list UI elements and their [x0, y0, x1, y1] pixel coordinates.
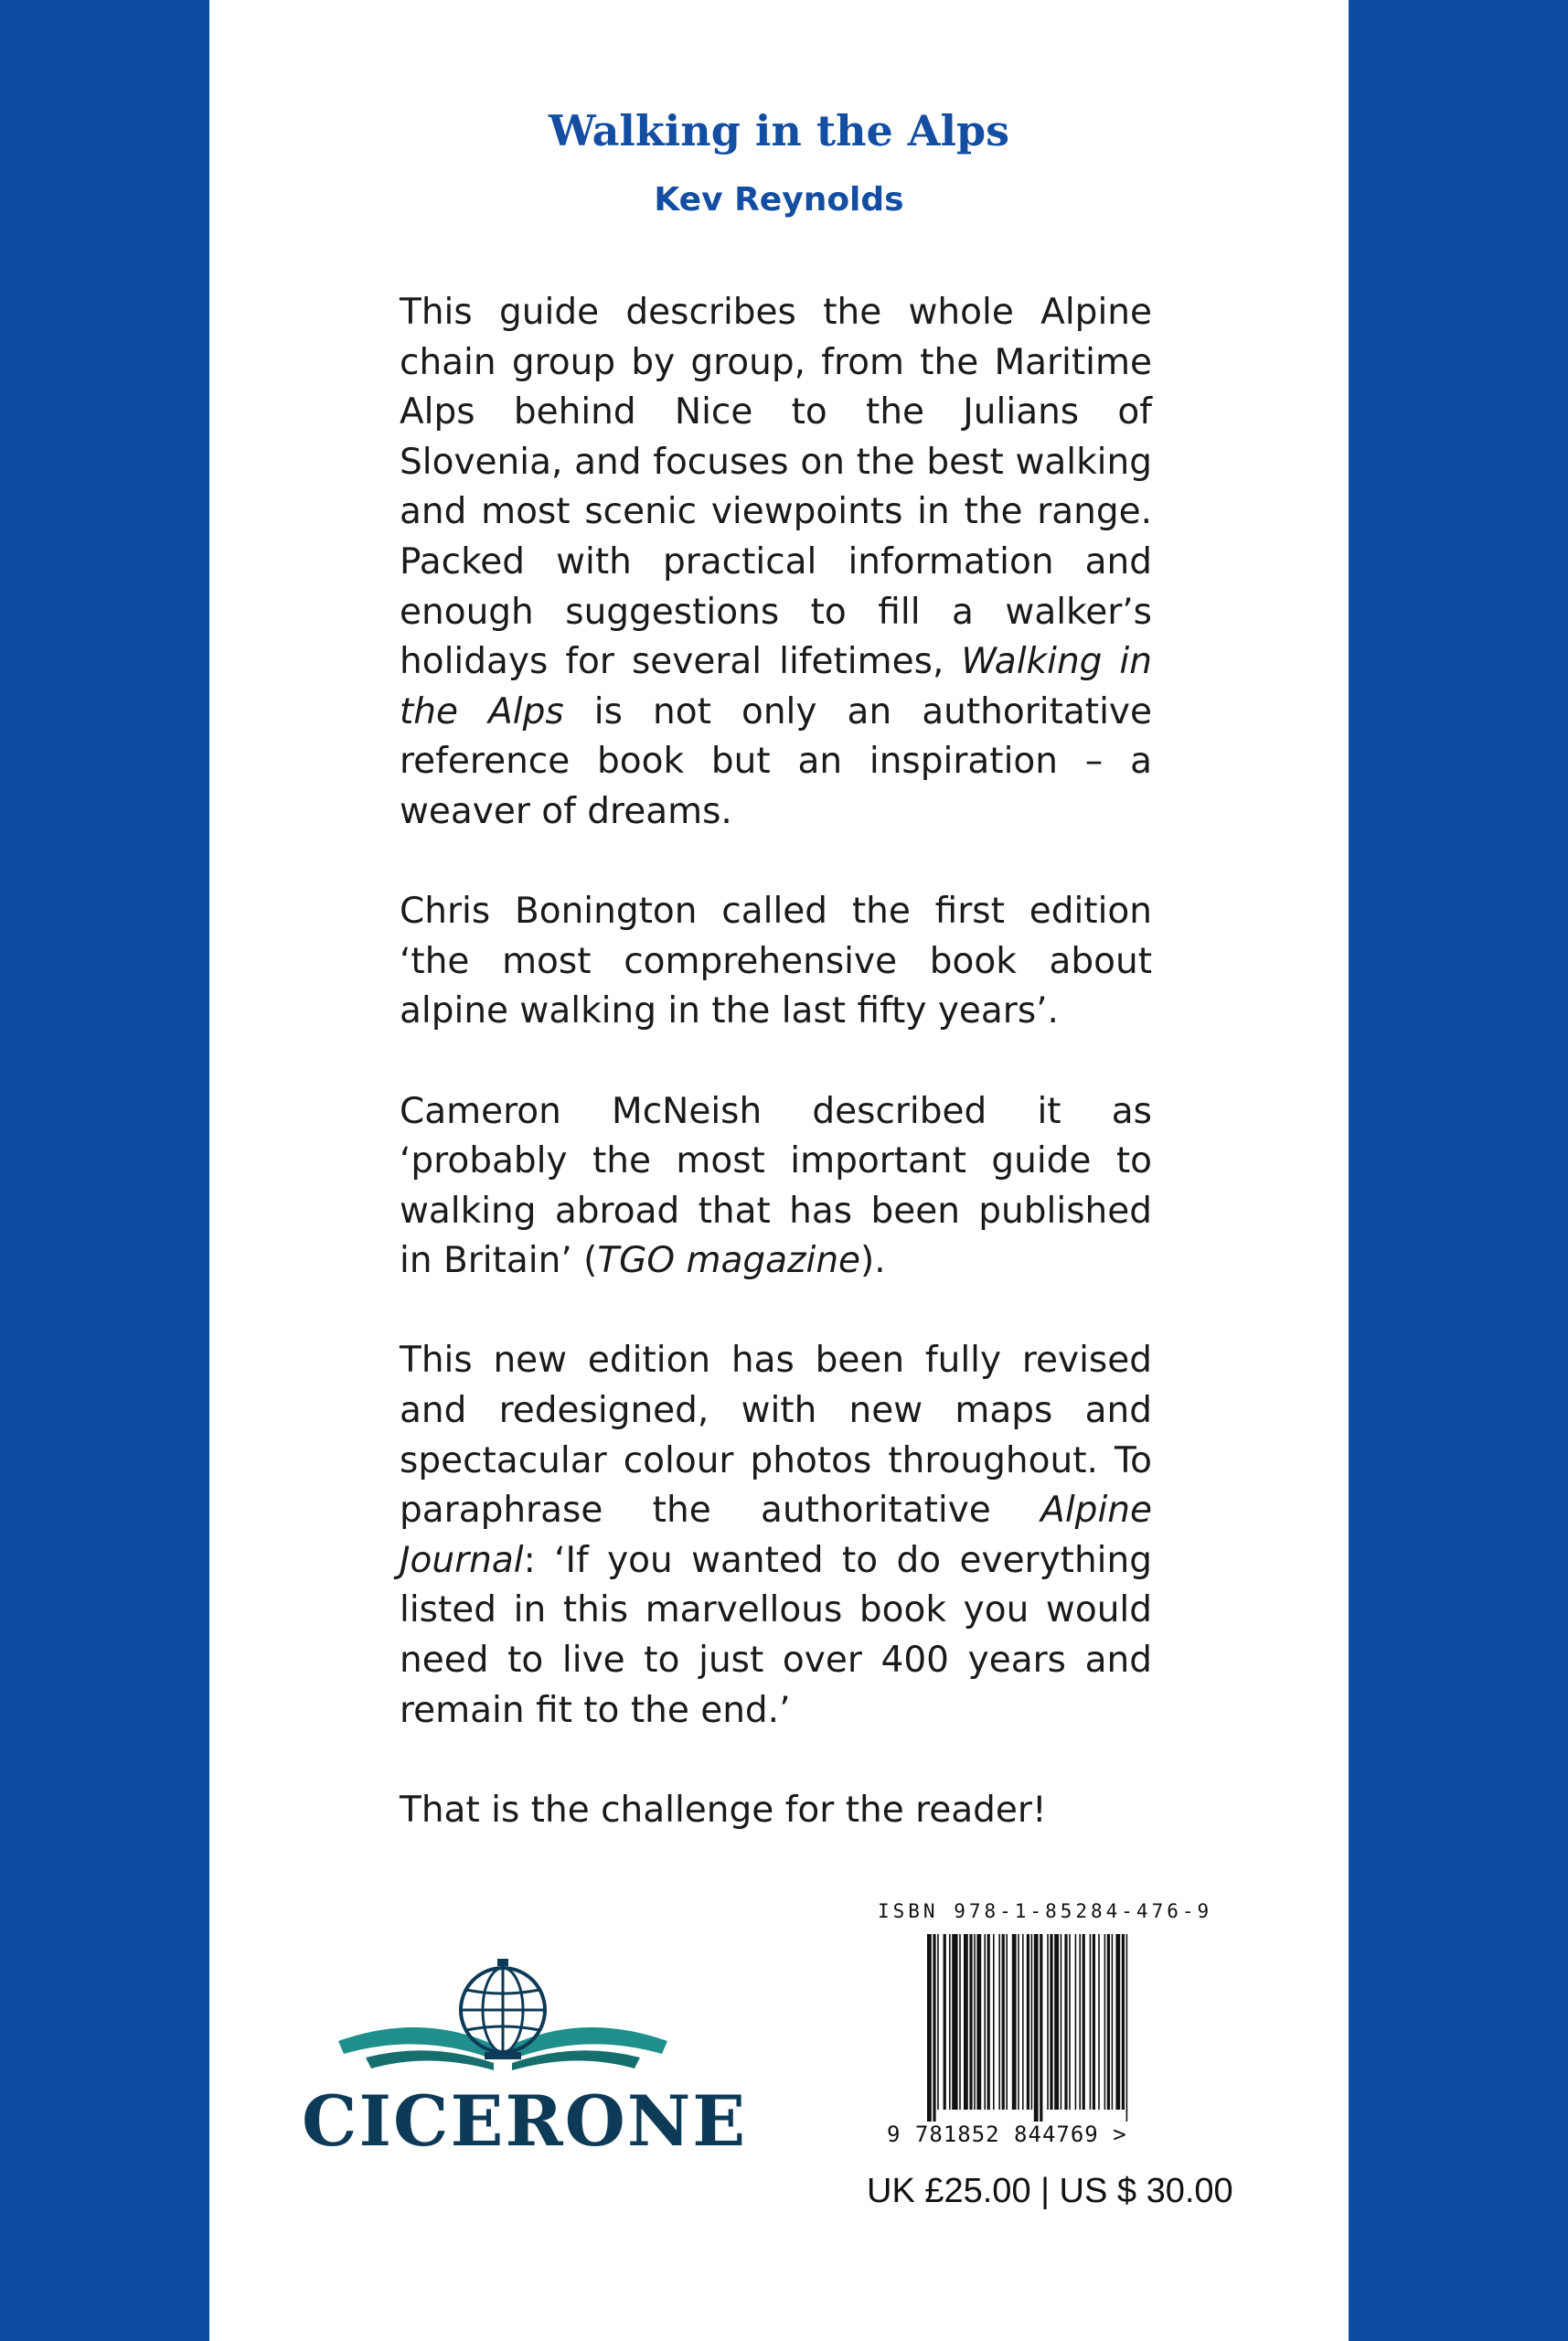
barcode-bar	[1075, 1934, 1077, 2110]
globe-book-icon	[302, 1957, 704, 2085]
barcode-bar	[1107, 1934, 1110, 2110]
barcode-bar	[1061, 1934, 1062, 2110]
barcode-bar	[1115, 1934, 1120, 2110]
barcode-bar	[1027, 1934, 1029, 2110]
left-blue-band	[0, 0, 209, 2341]
barcode-bar	[976, 1934, 981, 2110]
barcode-bar	[944, 1934, 946, 2110]
barcode-bar	[1093, 1934, 1095, 2110]
barcode-bar	[969, 1934, 972, 2110]
barcode-bar	[1040, 1934, 1042, 2122]
barcode-bar	[984, 1934, 986, 2110]
barcode-bar	[949, 1934, 951, 2110]
blurb-title-italic: Walking in the Alps	[400, 641, 1152, 732]
barcode-bar	[1031, 1934, 1033, 2110]
barcode-bar	[1122, 1934, 1125, 2110]
barcode-bar	[1126, 1934, 1128, 2122]
barcode-bar	[1002, 1934, 1005, 2110]
barcode-bar	[1083, 1934, 1085, 2110]
barcode-digits: 9 781852 844769 >	[887, 2122, 1127, 2147]
barcode-bar	[1018, 1934, 1019, 2110]
barcode-bar	[998, 1934, 1000, 2110]
barcode-bar	[927, 1934, 932, 2122]
barcode-bar	[987, 1934, 990, 2110]
publisher-logo-text: CICERONE	[302, 2080, 748, 2162]
barcode-bar	[1034, 1934, 1039, 2122]
price-label: UK £25.00 | US $ 30.00	[867, 2172, 1233, 2210]
barcode-bar	[964, 1934, 968, 2110]
barcode-bar	[1006, 1934, 1008, 2110]
book-author: Kev Reynolds	[654, 181, 904, 219]
barcode-bar	[1050, 1934, 1052, 2110]
book-title: Walking in the Alps	[548, 106, 1010, 155]
blurb-journal-italic: Alpine Journal	[400, 1490, 1152, 1581]
blurb-paragraph-4: This new edition has been fully revised and redesigned, with new maps and spectacular colour photos throughout. To paraphrase the authoritative Alpine Journal: ‘If you wanted to do everything listed in this marvellous book you would need to live to just over 400 years and remain fit to the end.’	[400, 1340, 1152, 1731]
barcode-bar	[952, 1934, 957, 2110]
barcode-bar	[1104, 1934, 1106, 2110]
publisher-logo	[302, 1957, 748, 2162]
blurb-paragraph-2: Chris Bonington called the first edition ‘the most comprehensive book about alpine walking in the last fifty years’.	[400, 891, 1152, 1032]
blurb-magazine-italic: TGO magazine	[597, 1240, 861, 1282]
barcode-bar	[1098, 1934, 1100, 2110]
barcode-bar	[1054, 1934, 1059, 2110]
barcode-bar	[993, 1934, 995, 2110]
barcode-bar	[1022, 1934, 1024, 2110]
blurb-paragraph-5: That is the challenge for the reader!	[400, 1789, 1047, 1831]
barcode-bar	[1069, 1934, 1071, 2110]
barcode	[923, 1934, 1198, 2122]
barcode-bar	[1012, 1934, 1017, 2110]
right-blue-band	[1349, 0, 1568, 2341]
isbn-label: ISBN 978-1-85284-476-9	[878, 1900, 1213, 1922]
barcode-bar	[1090, 1934, 1092, 2110]
barcode-bar	[1079, 1934, 1081, 2110]
barcode-bar	[959, 1934, 961, 2110]
blurb-paragraph-1: This guide describes the whole Alpine chain group by group, from the Maritime Alps behind Nice to the Julians of Slovenia, and focuses on the best walking and most scenic viewpoints in the range. Packed with practical information and enough suggestions to fill a walker’s holidays for several lifetimes, Walking in the Alps is not only an authoritative reference book but an inspiration – a weaver of dreams.	[400, 292, 1152, 832]
blurb-paragraph-3: Cameron McNeish described it as ‘probably the most important guide to walking abroad that has been published in Britain’ (TGO magazine).	[400, 1090, 1152, 1282]
barcode-bar	[937, 1934, 939, 2110]
barcode-bar	[933, 1934, 935, 2122]
blurb	[400, 288, 1152, 1886]
barcode-bar	[974, 1934, 976, 2110]
barcode-bar	[1112, 1934, 1114, 2110]
barcode-bar	[1064, 1934, 1067, 2110]
barcode-bar	[1047, 1934, 1049, 2110]
